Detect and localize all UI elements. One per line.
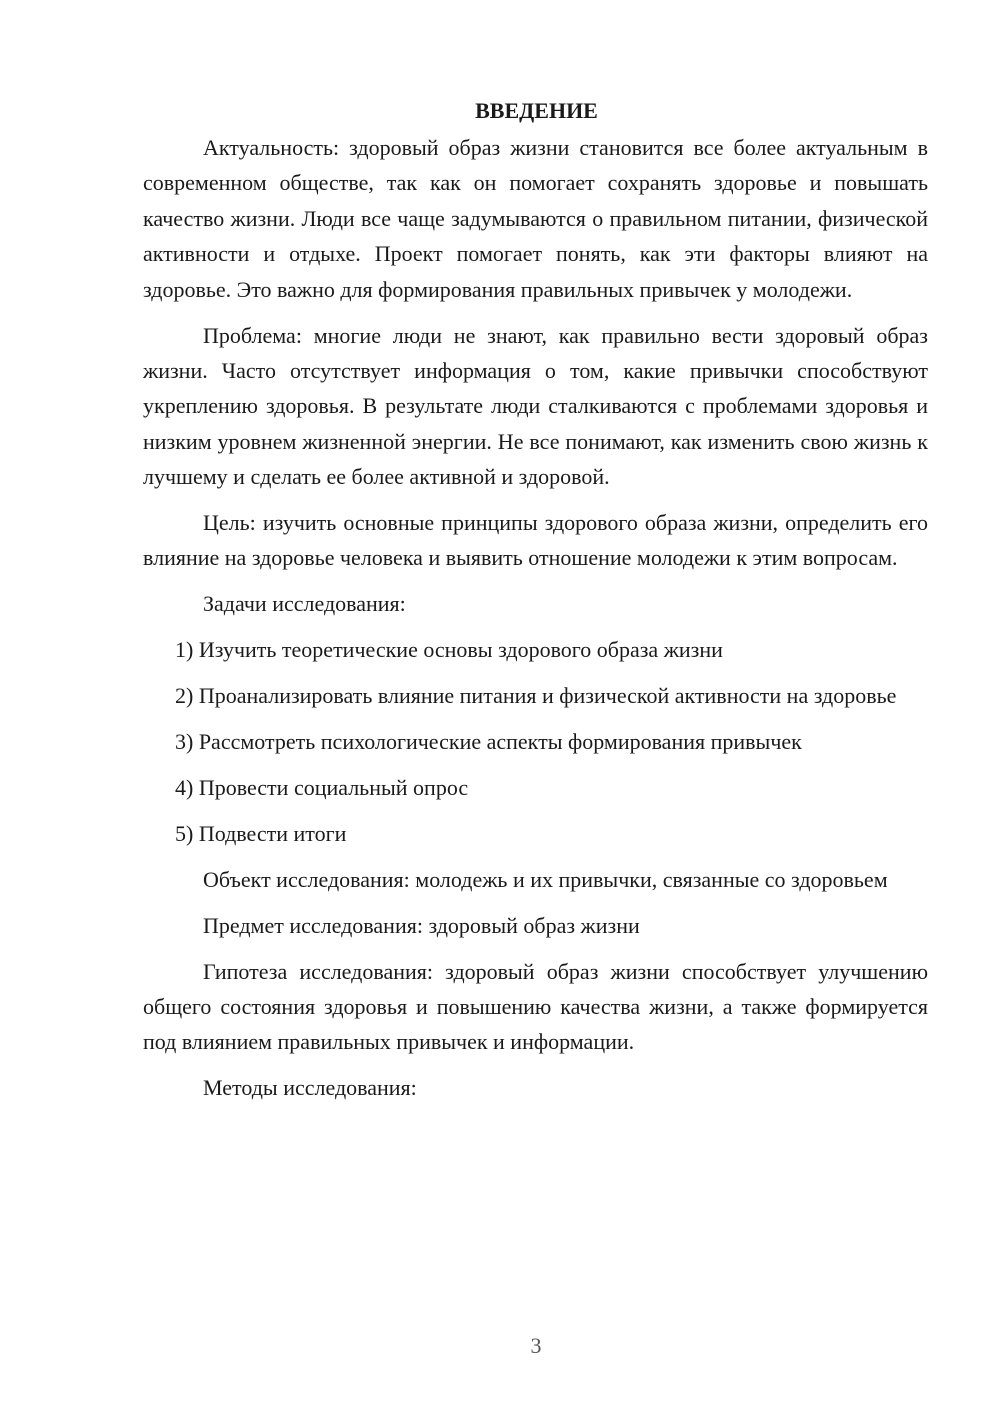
methods-heading: Методы исследования:: [203, 1075, 417, 1101]
paragraph-problem: Проблема: многие люди не знают, как правильно вести здоровый образ жизни. Часто отсутствует информация о том, какие привычки способствуют укреплению здоровья. В результате люди сталкиваются с проблемами здоровья и низким уровнем жизненной энергии. Не все понимают, как изменить свою жизнь к лучшему и сделать ее более активной и здоровой.: [143, 322, 928, 490]
task-item-2: 2) Проанализировать влияние питания и физической активности на здоровье: [175, 683, 897, 709]
tasks-heading: Задачи исследования:: [203, 591, 406, 617]
paragraph-subject: Предмет исследования: здоровый образ жизни: [203, 912, 640, 938]
paragraph-object: Объект исследования: молодежь и их привычки, связанные со здоровьем: [203, 866, 888, 892]
paragraph-hypothesis: Гипотеза исследования: здоровый образ жизни способствует улучшению общего состояния здоровья и повышению качества жизни, а также формируется под влиянием правильных привычек и информации.: [143, 958, 928, 1055]
section-heading: ВВЕДЕНИЕ: [475, 98, 598, 123]
document-page: [143, 92, 928, 1116]
task-item-5: 5) Подвести итоги: [175, 820, 347, 846]
task-item-1: 1) Изучить теоретические основы здорового образа жизни: [175, 637, 723, 663]
page-number: 3: [530, 1333, 542, 1358]
task-item-4: 4) Провести социальный опрос: [175, 775, 469, 800]
task-item-3: 3) Рассмотреть психологические аспекты формирования привычек: [175, 729, 802, 755]
paragraph-goal: Цель: изучить основные принципы здорового образа жизни, определить его влияние на здоровье человека и выявить отношение молодежи к этим вопросам.: [143, 510, 928, 571]
paragraph-relevance: Актуальность: здоровый образ жизни становится все более актуальным в современном обществе, так как он помогает сохранять здоровье и повышать качество жизни. Люди все чаще задумываются о правильном питании, физической активности и отдыхе. Проект помогает понять, как эти факторы влияют на здоровье. Это важно для формирования правильных привычек у молодежи.: [143, 135, 928, 302]
